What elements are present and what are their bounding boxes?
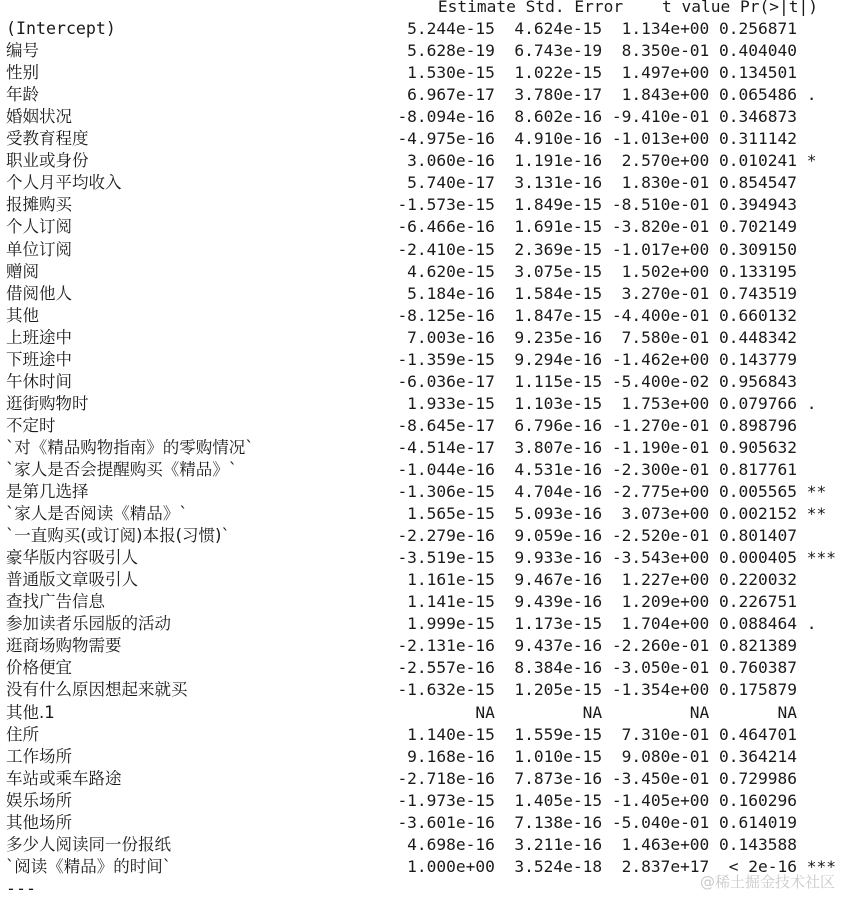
- coef-term-name: 赠阅: [6, 261, 39, 281]
- coef-term-name: 单位订阅: [6, 239, 72, 259]
- coef-term-name: 住所: [6, 724, 39, 744]
- coef-stats: 1.565e-15 5.093e-16 3.073e+00 0.002152 **: [397, 504, 836, 524]
- coef-row: [6, 172, 836, 194]
- coef-term-name: 上班途中: [6, 327, 72, 347]
- coef-stats: -1.044e-16 4.531e-16 -2.300e-01 0.817761: [397, 459, 836, 479]
- coef-stats: -1.632e-15 1.205e-15 -1.354e+00 0.175879: [397, 680, 836, 700]
- coef-term-name: 是第几选择: [6, 482, 89, 502]
- coef-header-row: [6, 0, 836, 18]
- coef-row: [6, 525, 836, 547]
- coef-row: [6, 305, 836, 327]
- coef-term-name: 借阅他人: [6, 283, 72, 303]
- coef-term-name: 年龄: [6, 85, 39, 105]
- coef-stats: 5.740e-17 3.131e-16 1.830e-01 0.854547: [397, 173, 836, 193]
- coef-header: Estimate Std. Error t value Pr(>|t|): [437, 0, 818, 16]
- coef-stats: -2.718e-16 7.873e-16 -3.450e-01 0.729986: [397, 768, 836, 788]
- coef-row: [6, 62, 836, 84]
- coef-term-name: 车站或乘车路途: [6, 768, 122, 788]
- coef-row: [6, 261, 836, 283]
- coef-row: [6, 40, 836, 62]
- coef-stats: -4.975e-16 4.910e-16 -1.013e+00 0.311142: [397, 129, 836, 149]
- coef-row: [6, 437, 836, 459]
- coef-stats: -8.094e-16 8.602e-16 -9.410e-01 0.346873: [397, 107, 836, 127]
- coef-row: [6, 239, 836, 261]
- coef-term-name: 午休时间: [6, 371, 72, 391]
- coef-row: [6, 547, 836, 569]
- coef-stats: -3.519e-15 9.933e-16 -3.543e+00 0.000405 ***: [397, 548, 836, 568]
- coef-row: [6, 106, 836, 128]
- coef-stats: 9.168e-16 1.010e-15 9.080e-01 0.364214: [397, 746, 836, 766]
- coef-stats: 1.140e-15 1.559e-15 7.310e-01 0.464701: [397, 724, 836, 744]
- coef-stats: 1.933e-15 1.103e-15 1.753e+00 0.079766 .: [397, 393, 836, 413]
- coef-stats: -6.466e-16 1.691e-15 -3.820e-01 0.702149: [397, 217, 836, 237]
- r-console-output: [6, 0, 836, 900]
- coef-stats: -8.125e-16 1.847e-15 -4.400e-01 0.660132: [397, 305, 836, 325]
- coef-term-name: 性别: [6, 63, 39, 83]
- coef-term-name: 逛商场购物需要: [6, 636, 122, 656]
- coef-term-name: 多少人阅读同一份报纸: [6, 834, 171, 854]
- coef-stats: 1.161e-15 9.467e-16 1.227e+00 0.220032: [397, 570, 836, 590]
- coef-term-name: 其他: [6, 305, 39, 325]
- coef-row: [6, 216, 836, 238]
- coef-term-name: 没有什么原因想起来就买: [6, 680, 188, 700]
- coef-row: [6, 724, 836, 746]
- coef-term-name: 其他场所: [6, 812, 72, 832]
- coef-row: [6, 768, 836, 790]
- coef-row: [6, 194, 836, 216]
- coef-term-name: 个人订阅: [6, 217, 72, 237]
- coef-stats: -2.131e-16 9.437e-16 -2.260e-01 0.821389: [397, 636, 836, 656]
- coef-stats: -1.973e-15 1.405e-15 -1.405e+00 0.160296: [397, 790, 836, 810]
- coef-row: [6, 84, 836, 106]
- coef-term-name: 报摊购买: [6, 195, 72, 215]
- coef-term-name: 工作场所: [6, 746, 72, 766]
- coef-row: [6, 635, 836, 657]
- coef-row: [6, 393, 836, 415]
- coef-row: [6, 834, 836, 856]
- coef-row: [6, 18, 836, 40]
- coef-term-name: `一直购买(或订阅)本报(习惯)`: [6, 526, 230, 546]
- coef-stats: -1.306e-15 4.704e-16 -2.775e+00 0.005565 **: [397, 482, 836, 502]
- coef-row: [6, 812, 836, 834]
- coef-term-name: `对《精品购物指南》的零购情况`: [6, 437, 254, 457]
- coef-row: [6, 150, 836, 172]
- coef-row: [6, 283, 836, 305]
- coef-row: [6, 349, 836, 371]
- coef-row: [6, 746, 836, 768]
- coef-term-name: 职业或身份: [6, 151, 89, 171]
- coef-row: [6, 327, 836, 349]
- coef-row: [6, 591, 836, 613]
- coef-stats: -3.601e-16 7.138e-16 -5.040e-01 0.614019: [397, 812, 836, 832]
- watermark: @稀土掘金技术社区: [699, 873, 835, 891]
- coef-table: [6, 18, 836, 878]
- coef-term-name: 受教育程度: [6, 129, 89, 149]
- coef-stats: 1.999e-15 1.173e-15 1.704e+00 0.088464 .: [397, 614, 836, 634]
- coef-term-name: 个人月平均收入: [6, 173, 122, 193]
- coef-row: [6, 503, 836, 525]
- coef-term-name: `阅读《精品》的时间`: [6, 856, 171, 876]
- coef-term-name: 价格便宜: [6, 658, 72, 678]
- coef-row: [6, 679, 836, 701]
- coef-stats: -1.359e-15 9.294e-16 -1.462e+00 0.143779: [397, 349, 836, 369]
- coef-row: [6, 371, 836, 393]
- coef-stats: 4.620e-15 3.075e-15 1.502e+00 0.133195: [397, 261, 836, 281]
- coef-stats: 6.967e-17 3.780e-17 1.843e+00 0.065486 .: [397, 85, 836, 105]
- coef-stats: -6.036e-17 1.115e-15 -5.400e-02 0.956843: [397, 371, 836, 391]
- coef-stats: 1.530e-15 1.022e-15 1.497e+00 0.134501: [397, 63, 836, 83]
- coef-term-name: 下班途中: [6, 349, 72, 369]
- coef-term-name: `家人是否阅读《精品》`: [6, 504, 188, 524]
- coef-stats: 1.141e-15 9.439e-16 1.209e+00 0.226751: [397, 592, 836, 612]
- coef-term-name: 编号: [6, 41, 39, 61]
- coef-row: [6, 481, 836, 503]
- coef-term-name: 不定时: [6, 415, 56, 435]
- coef-row: [6, 790, 836, 812]
- coef-row: [6, 613, 836, 635]
- coef-stats: 5.628e-19 6.743e-19 8.350e-01 0.404040: [397, 41, 836, 61]
- coef-stats: -2.557e-16 8.384e-16 -3.050e-01 0.760387: [397, 658, 836, 678]
- coef-stats: 4.698e-16 3.211e-16 1.463e+00 0.143588: [397, 834, 836, 854]
- coef-stats: -8.645e-17 6.796e-16 -1.270e-01 0.898796: [397, 415, 836, 435]
- coef-term-name: 逛街购物时: [6, 393, 89, 413]
- coef-term-name: 查找广告信息: [6, 592, 105, 612]
- coef-term-name: 其他.1: [6, 702, 55, 722]
- coef-row: [6, 569, 836, 591]
- coef-term-name: 娱乐场所: [6, 790, 72, 810]
- coef-row: [6, 459, 836, 481]
- coef-stats: 3.060e-16 1.191e-16 2.570e+00 0.010241 *: [397, 151, 836, 171]
- coef-stats: -2.410e-15 2.369e-15 -1.017e+00 0.309150: [397, 239, 836, 259]
- coef-row: [6, 128, 836, 150]
- coef-term-name: 普通版文章吸引人: [6, 570, 138, 590]
- coef-stats: -2.279e-16 9.059e-16 -2.520e-01 0.801407: [397, 526, 836, 546]
- coef-stats: 5.184e-16 1.584e-15 3.270e-01 0.743519: [397, 283, 836, 303]
- coef-term-name: `家人是否会提醒购买《精品》`: [6, 459, 237, 479]
- coef-stats: 5.244e-15 4.624e-15 1.134e+00 0.256871: [397, 19, 836, 39]
- coef-term-name: 婚姻状况: [6, 107, 72, 127]
- coef-term-name: 豪华版内容吸引人: [6, 548, 138, 568]
- coef-stats: -1.573e-15 1.849e-15 -8.510e-01 0.394943: [397, 195, 836, 215]
- coef-row: [6, 415, 836, 437]
- coef-row: [6, 702, 836, 724]
- coef-row: [6, 657, 836, 679]
- coef-stats: -4.514e-17 3.807e-16 -1.190e-01 0.905632: [397, 437, 836, 457]
- coef-stats: NA NA NA NA: [397, 702, 836, 722]
- signif-separator: ---: [6, 878, 36, 898]
- coef-stats: 7.003e-16 9.235e-16 7.580e-01 0.448342: [397, 327, 836, 347]
- coef-term-name: (Intercept): [6, 19, 116, 39]
- coef-term-name: 参加读者乐园版的活动: [6, 614, 171, 634]
- coef-stats: 1.000e+00 3.524e-18 2.837e+17 < 2e-16 ***: [397, 856, 836, 876]
